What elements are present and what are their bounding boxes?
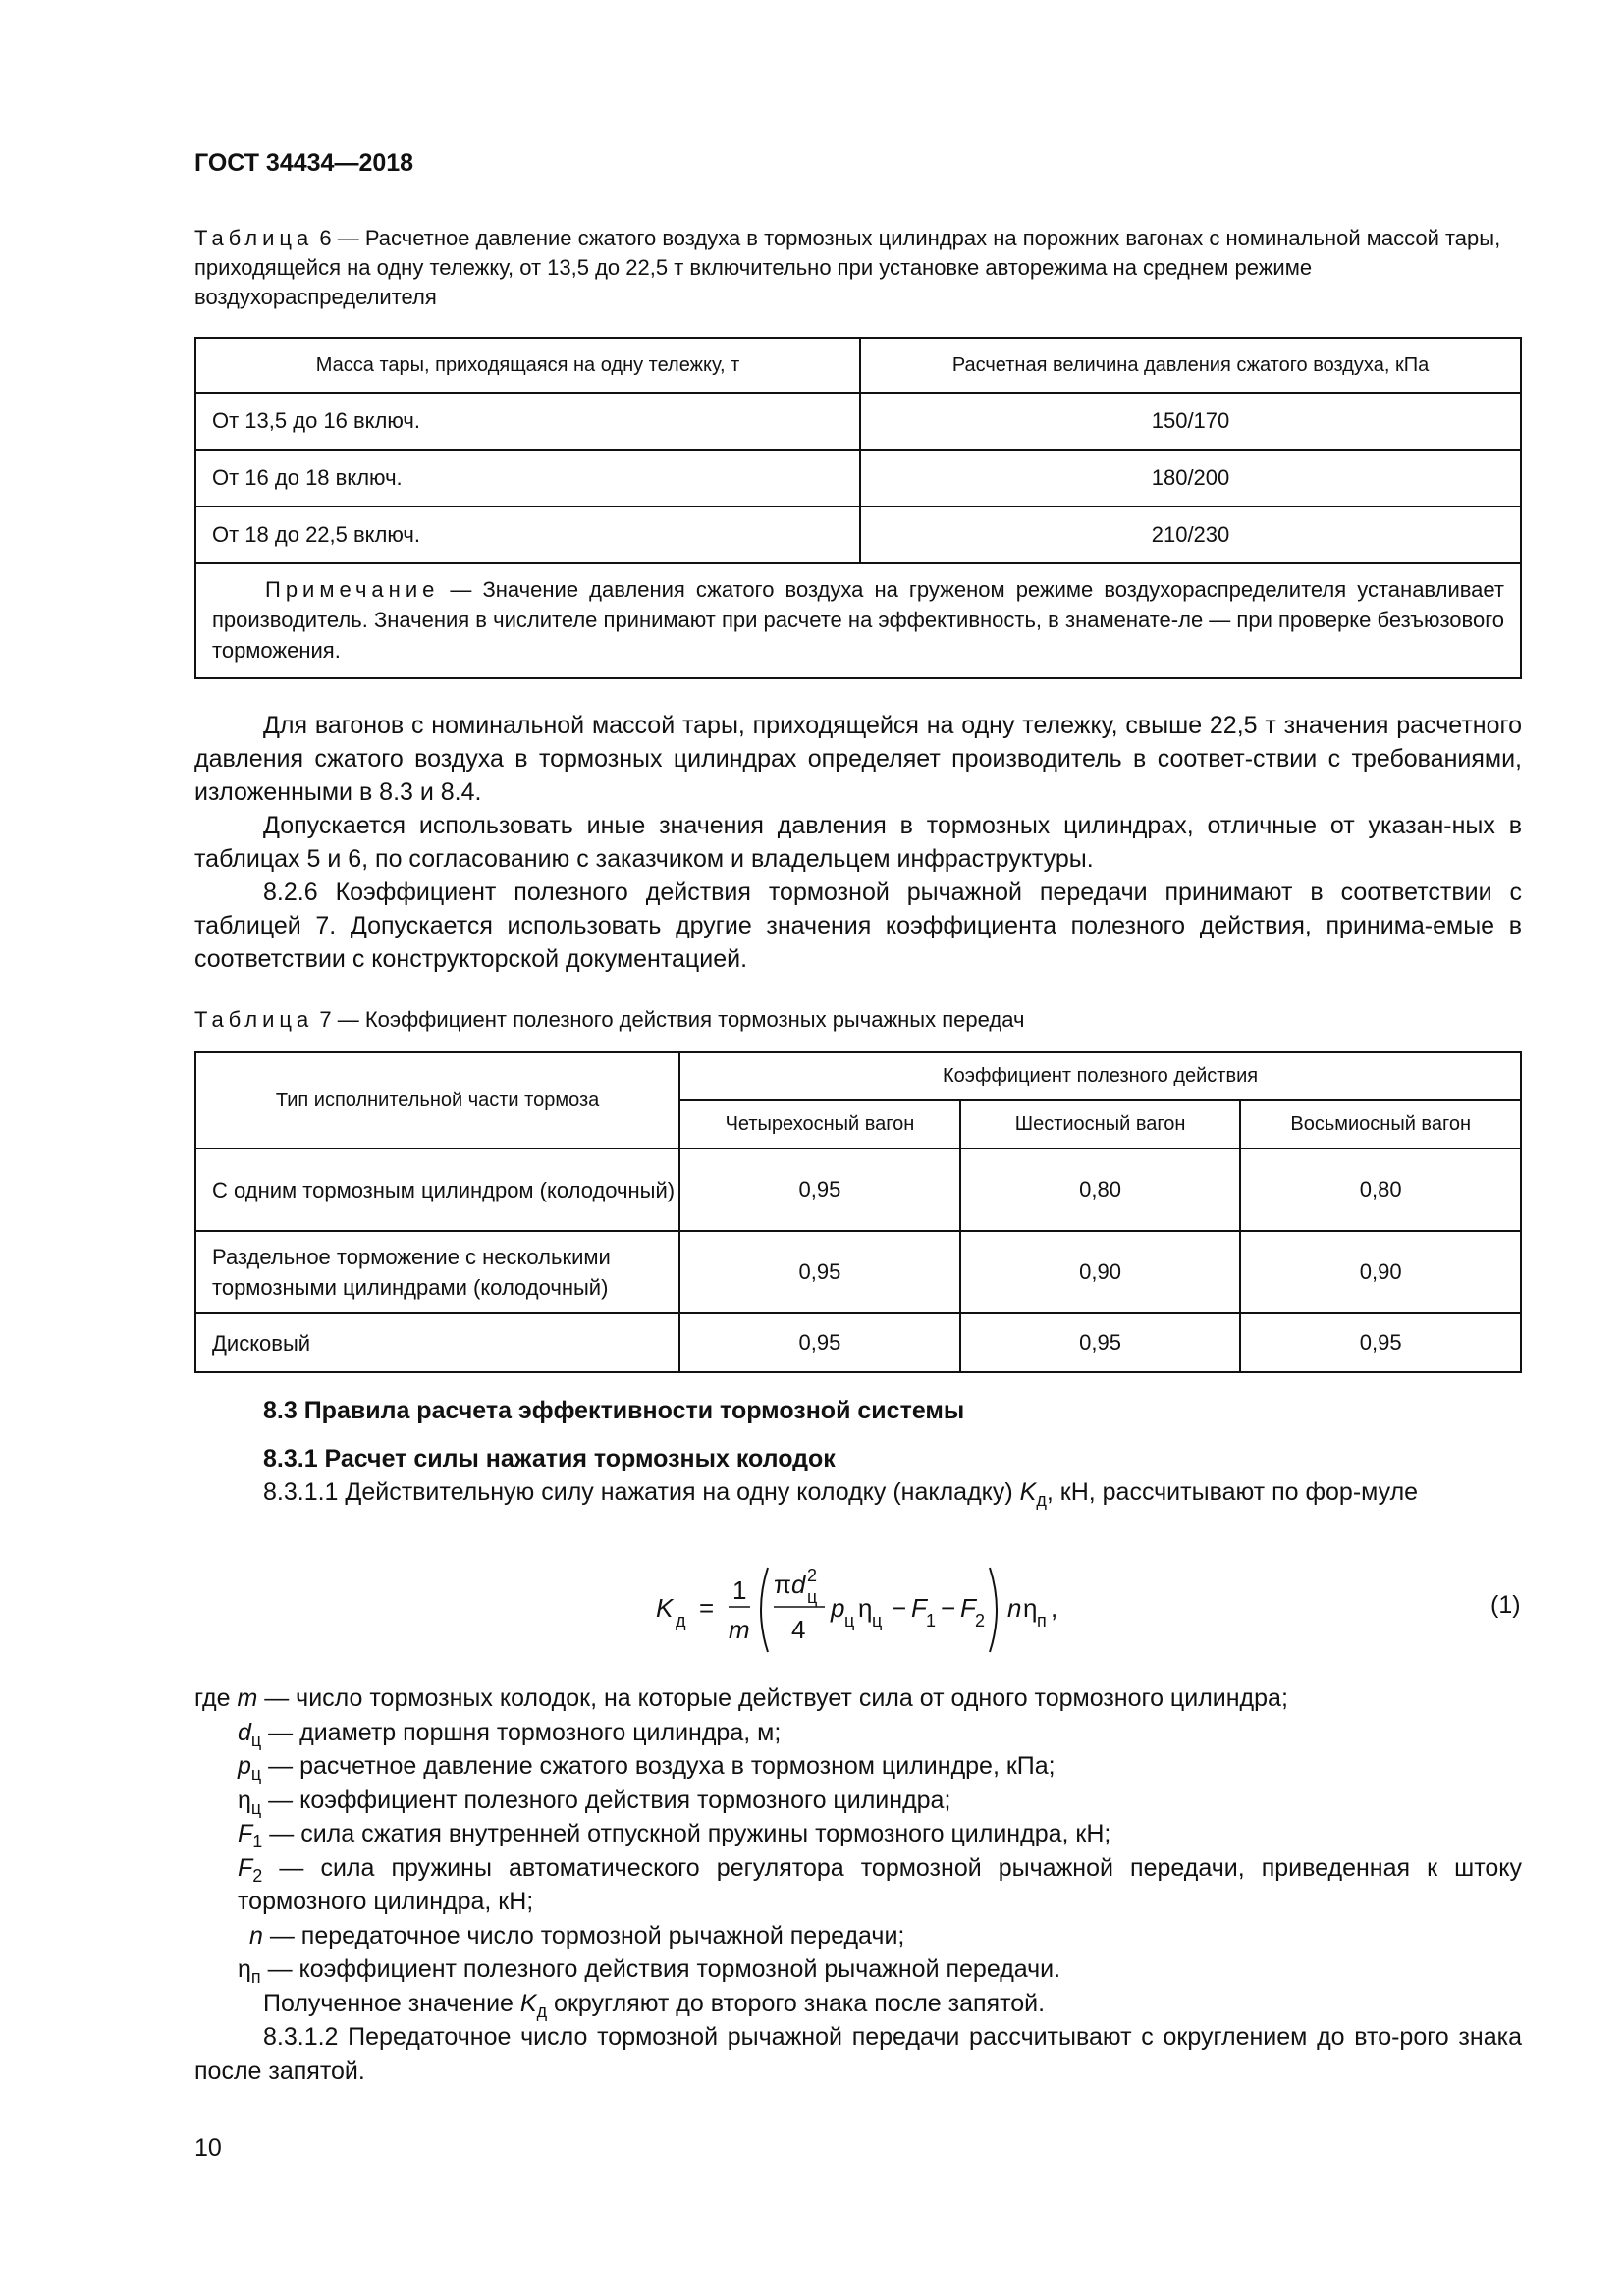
symbol-k: K — [1019, 1478, 1037, 1506]
table7-cell-value: 0,90 — [1240, 1231, 1521, 1313]
definition-symbol: n — [249, 1921, 263, 1949]
table6-header-mass: Масса тары, приходящаяся на одну тележку, т — [195, 338, 860, 393]
table7-cell-type: Дисковый — [195, 1313, 679, 1372]
symbol-k: K — [519, 1989, 537, 2017]
paragraph: 8.2.6 Коэффициент полезного действия тормозной рычажной передачи принимают в соответствии с таблицей 7. Допускается использовать другие значения коэффициента полезного действия, принима-емые в соответствии с конструкторской документацией. — [194, 879, 1522, 973]
paragraph-text: Полученное значение — [263, 1989, 520, 2017]
definition-subscript: 1 — [252, 1832, 263, 1851]
definition-item — [194, 1851, 1522, 1919]
table7-caption — [194, 1005, 1520, 1035]
symbol-subscript: д — [536, 2001, 548, 2021]
svg-text:1: 1 — [732, 1575, 747, 1605]
svg-text:1: 1 — [926, 1611, 937, 1630]
table6-header-pressure: Расчетная величина давления сжатого воздуха, кПа — [860, 338, 1521, 393]
svg-text:−: − — [892, 1593, 907, 1623]
svg-text:2: 2 — [807, 1566, 818, 1585]
table7 — [194, 1051, 1522, 1373]
table6-cell-value: 210/230 — [860, 507, 1521, 563]
svg-text:n: n — [1007, 1593, 1022, 1623]
svg-text:m: m — [729, 1615, 750, 1644]
formula-1 — [638, 1556, 1090, 1664]
table-row — [195, 1231, 1521, 1313]
table6-note-text: — Значение давления сжатого воздуха на груженом режиме воздухораспределителя устанавливает производитель. Значения в числителе принимают при расчете на эффективность, в знаменате-ле — при проверке безъюзового торможения. — [212, 577, 1504, 663]
definition-symbol: η — [238, 1955, 251, 1983]
definition-subscript: 2 — [252, 1865, 263, 1886]
result-paragraph — [194, 1987, 1522, 2021]
svg-text:ц: ц — [844, 1611, 855, 1630]
table6-note-word: Примечание — [265, 577, 440, 602]
svg-text:F: F — [960, 1593, 976, 1623]
definition-text: — коэффициент полезного действия тормозной рычажной передачи. — [260, 1955, 1061, 1983]
definition-item — [194, 1716, 1522, 1750]
svg-text:ц: ц — [807, 1587, 818, 1607]
definition-text: — расчетное давление сжатого воздуха в тормозном цилиндре, кПа; — [261, 1752, 1056, 1780]
definition-symbol: d — [238, 1718, 251, 1746]
table7-cell-type: С одним тормозным цилиндром (колодочный) — [195, 1148, 679, 1231]
table7-header-4axle: Четырехосный вагон — [679, 1100, 960, 1148]
svg-text:η: η — [858, 1593, 873, 1623]
paragraph — [194, 1475, 1522, 1509]
table7-caption-word: Таблица — [194, 1007, 314, 1032]
svg-text:p: p — [831, 1593, 845, 1623]
table6-cell-value: 150/170 — [860, 393, 1521, 450]
definition-item — [194, 1682, 1522, 1716]
table7-cell-value: 0,95 — [679, 1313, 960, 1372]
table6-caption-word: Таблица — [194, 226, 314, 250]
definition-text: — сила пружины автоматического регулятора тормозной рычажной передачи, приведенная к штоку тормозного цилиндра, кН; — [238, 1853, 1522, 1915]
definition-symbol: F — [238, 1853, 253, 1882]
definition-item — [194, 1817, 1522, 1851]
document-code: ГОСТ 34434—2018 — [194, 149, 414, 177]
definition-symbol: m — [237, 1684, 258, 1712]
table7-header-type: Тип исполнительной части тормоза — [195, 1052, 679, 1148]
table7-cell-value: 0,90 — [960, 1231, 1241, 1313]
svg-text:=: = — [699, 1593, 715, 1623]
table7-header-6axle: Шестиосный вагон — [960, 1100, 1241, 1148]
definition-subscript: ц — [250, 1797, 262, 1818]
section-8-3-heading: 8.3 Правила расчета эффективности тормозной системы — [263, 1397, 965, 1424]
table7-cell-value: 0,80 — [960, 1148, 1241, 1231]
equation-number: (1) — [1490, 1591, 1521, 1619]
definition-symbol: F — [238, 1820, 253, 1847]
paragraph-text: округляют до второго знака после запятой. — [547, 1989, 1046, 2017]
svg-text:д: д — [676, 1611, 686, 1630]
definition-item — [194, 1749, 1522, 1784]
svg-text:2: 2 — [975, 1611, 986, 1630]
svg-text:πd: πd — [774, 1570, 806, 1599]
definition-subscript: ц — [250, 1764, 262, 1784]
body-paragraphs-a — [194, 709, 1522, 976]
table7-cell-type: Раздельное торможение с несколькими тормозными цилиндрами (колодочный) — [195, 1231, 679, 1313]
definition-item — [194, 1952, 1522, 1987]
table-row — [195, 507, 1521, 563]
paragraph: Допускается использовать иные значения давления в тормозных цилиндрах, отличные от указан-ных в таблицах 5 и 6, по согласованию с заказчиком и владельцем инфраструктуры. — [194, 812, 1522, 873]
definition-text: — число тормозных колодок, на которые действует сила от одного тормозного цилиндра; — [257, 1684, 1288, 1712]
table6 — [194, 337, 1522, 679]
svg-text:ц: ц — [872, 1611, 883, 1630]
definition-item — [194, 1919, 1522, 1953]
table7-cell-value: 0,95 — [679, 1231, 960, 1313]
table6-cell-mass: От 16 до 18 включ. — [195, 450, 860, 507]
table7-cell-value: 0,95 — [679, 1148, 960, 1231]
table7-header-group: Коэффициент полезного действия — [679, 1052, 1521, 1100]
definition-text: — коэффициент полезного действия тормозного цилиндра; — [261, 1786, 951, 1814]
definition-symbol: p — [238, 1752, 251, 1780]
paragraph-8-3-1-1 — [194, 1475, 1522, 1509]
table7-caption-text: 7 — Коэффициент полезного действия тормозных рычажных передач — [313, 1007, 1025, 1032]
table6-cell-value: 180/200 — [860, 450, 1521, 507]
table-row — [195, 393, 1521, 450]
page-number: 10 — [194, 2134, 222, 2162]
section-8-3-1-heading: 8.3.1 Расчет силы нажатия тормозных колодок — [263, 1445, 836, 1472]
definition-text: — сила сжатия внутренней отпускной пружины тормозного цилиндра, кН; — [262, 1820, 1111, 1847]
definition-subscript: ц — [250, 1730, 262, 1750]
table6-cell-mass: От 18 до 22,5 включ. — [195, 507, 860, 563]
table-row — [195, 1313, 1521, 1372]
table6-cell-mass: От 13,5 до 16 включ. — [195, 393, 860, 450]
definition-text: — диаметр поршня тормозного цилиндра, м; — [261, 1718, 782, 1746]
paragraph-8-3-1-2: 8.3.1.2 Передаточное число тормозной рычажной передачи рассчитывают с округлением до вто-рого знака после запятой. — [194, 2023, 1522, 2085]
symbol-subscript: д — [1036, 1490, 1047, 1510]
paragraph: Для вагонов с номинальной массой тары, приходящейся на одну тележку, свыше 22,5 т значения расчетного давления сжатого воздуха в тормозных цилиндрах определяет производитель в соответ-ствии с требованиями, изложенными в 8.3 и 8.4. — [194, 712, 1522, 806]
definition-text: — передаточное число тормозной рычажной передачи; — [262, 1921, 905, 1949]
table7-cell-value: 0,80 — [1240, 1148, 1521, 1231]
table-row — [195, 1148, 1521, 1231]
table7-cell-value: 0,95 — [1240, 1313, 1521, 1372]
table6-note — [195, 563, 1521, 678]
table6-caption-text: 6 — Расчетное давление сжатого воздуха в тормозных цилиндрах на порожних вагонах с номинальной массой тары, приходящейся на одну тележку, от 13,5 до 22,5 т включительно при установке авторежима на среднем режиме воздухораспределителя — [194, 226, 1501, 309]
table7-header-8axle: Восьмиосный вагон — [1240, 1100, 1521, 1148]
table6-caption — [194, 224, 1520, 312]
definition-symbol: η — [238, 1786, 251, 1814]
table7-cell-value: 0,95 — [960, 1313, 1241, 1372]
svg-text:F: F — [911, 1593, 927, 1623]
svg-text:п: п — [1037, 1611, 1047, 1630]
svg-text:4: 4 — [791, 1615, 806, 1644]
svg-text:−: − — [941, 1593, 956, 1623]
definitions-list — [194, 1682, 1522, 2088]
definition-item — [194, 1784, 1522, 1818]
svg-text:,: , — [1051, 1593, 1058, 1623]
where-label: где — [194, 1684, 231, 1712]
table-row — [195, 450, 1521, 507]
svg-text:η: η — [1023, 1593, 1038, 1623]
svg-text:K: K — [656, 1593, 674, 1623]
definition-subscript: п — [250, 1967, 261, 1987]
paragraph-text: , кН, рассчитывают по фор-муле — [1046, 1478, 1419, 1506]
paragraph-text: 8.3.1.1 Действительную силу нажатия на одну колодку (накладку) — [263, 1478, 1020, 1506]
